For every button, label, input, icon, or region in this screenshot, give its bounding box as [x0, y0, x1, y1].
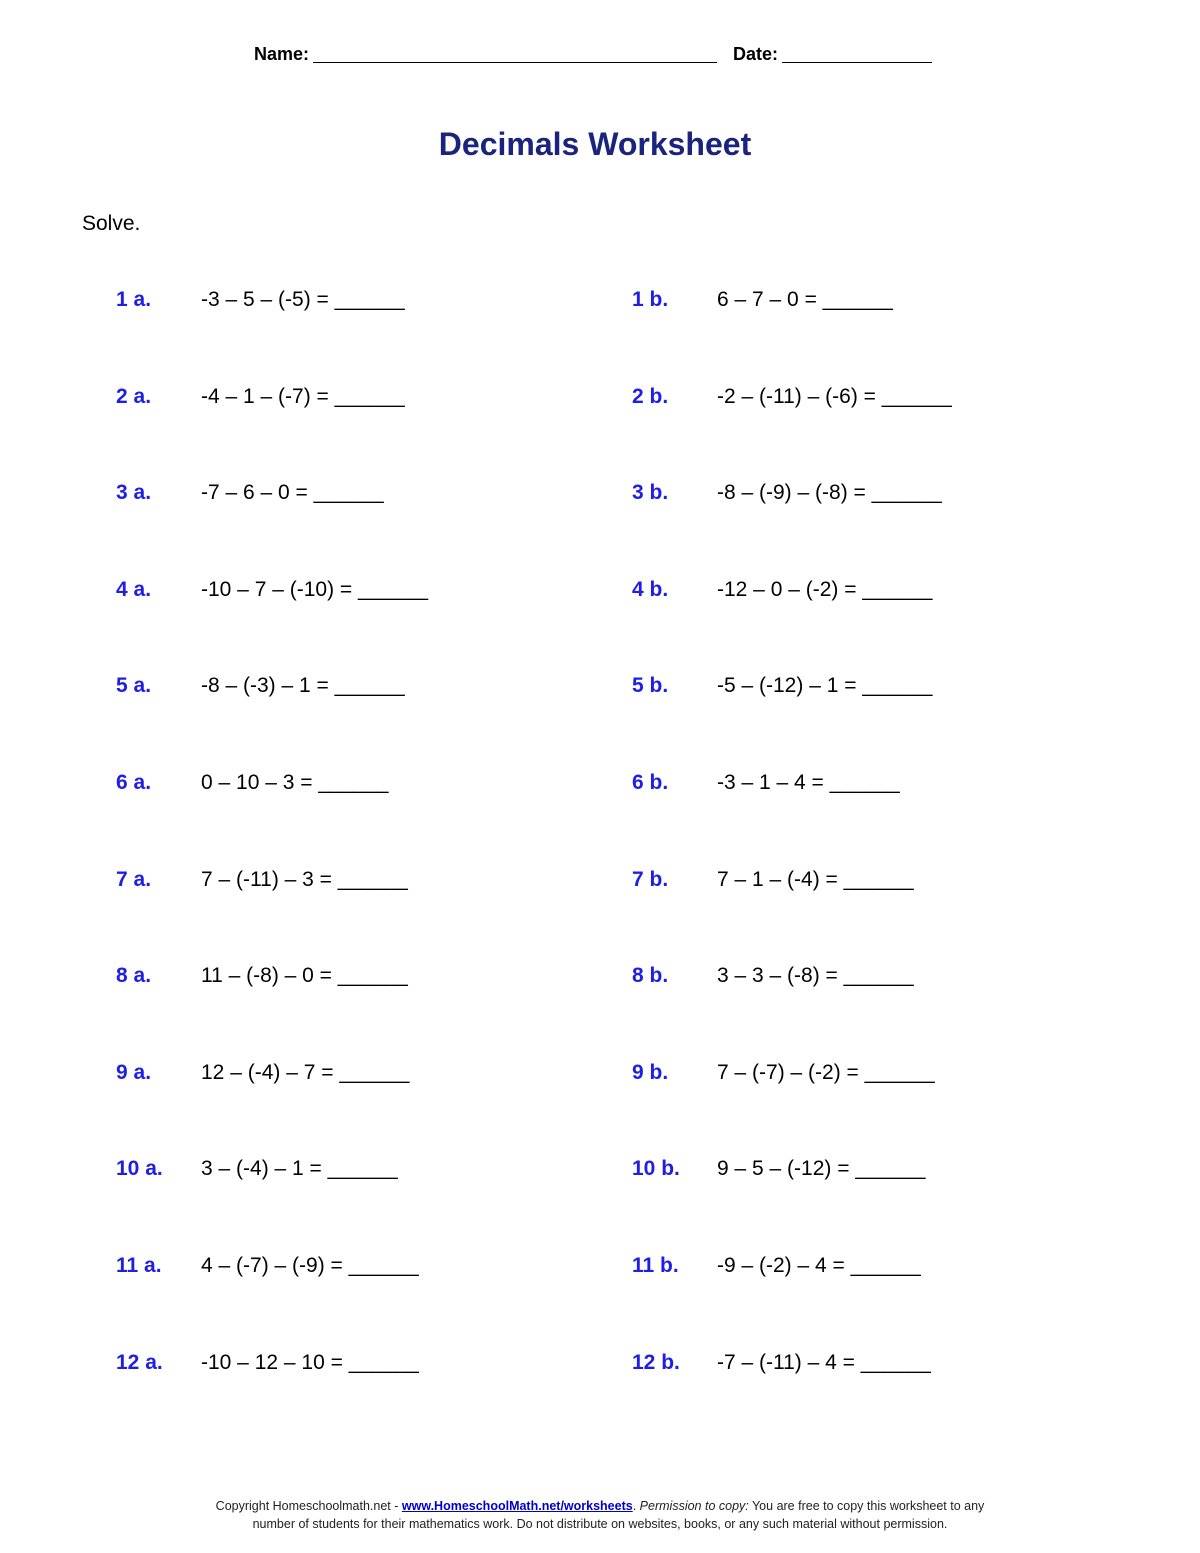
problem-label: 7 a.: [116, 868, 152, 891]
problem-label: 1 a.: [116, 288, 152, 311]
problem-label: 12 a.: [116, 1351, 163, 1374]
problem-expression: -8 – (-9) – (-8) = ______: [717, 481, 942, 504]
problem-expression: -3 – 1 – 4 = ______: [717, 771, 900, 794]
instruction-text: Solve.: [82, 212, 141, 235]
problem-expression: 7 – (-11) – 3 = ______: [201, 868, 408, 891]
problem-label: 12 b.: [632, 1351, 680, 1374]
problem-label: 5 a.: [116, 674, 152, 697]
problem-label: 11 a.: [116, 1254, 162, 1277]
problem-expression: 3 – 3 – (-8) = ______: [717, 964, 914, 987]
problem-label: 9 a.: [116, 1061, 152, 1084]
problem-expression: -8 – (-3) – 1 = ______: [201, 674, 405, 697]
problem-label: 6 a.: [116, 771, 152, 794]
problem-expression: -9 – (-2) – 4 = ______: [717, 1254, 921, 1277]
problem-label: 4 b.: [632, 578, 669, 601]
footer-line-2: number of students for their mathematics work. Do not distribute on websites, books, or any such material without permission.: [252, 1517, 948, 1531]
problem-label: 10 b.: [632, 1157, 680, 1180]
problem-label: 4 a.: [116, 578, 152, 601]
problem-label: 8 b.: [632, 964, 669, 987]
permission-text: You are free to copy this worksheet to any: [748, 1499, 985, 1513]
problem-expression: -10 – 12 – 10 = ______: [201, 1351, 419, 1374]
problem-label: 3 a.: [116, 481, 152, 504]
permission-label: Permission to copy:: [639, 1499, 749, 1513]
problem-label: 8 a.: [116, 964, 152, 987]
problem-expression: 11 – (-8) – 0 = ______: [201, 964, 408, 987]
problem-label: 6 b.: [632, 771, 669, 794]
worksheet-title: Decimals Worksheet: [438, 126, 752, 162]
problem-expression: 9 – 5 – (-12) = ______: [717, 1157, 926, 1180]
problem-label: 7 b.: [632, 868, 669, 891]
problem-label: 5 b.: [632, 674, 669, 697]
copyright-text: Copyright Homeschoolmath.net -: [215, 1499, 402, 1513]
problem-expression: -2 – (-11) – (-6) = ______: [717, 385, 952, 408]
problem-expression: -7 – 6 – 0 = ______: [201, 481, 384, 504]
footer-after-link: .: [632, 1499, 640, 1513]
problem-expression: -7 – (-11) – 4 = ______: [717, 1351, 931, 1374]
problem-label: 10 a.: [116, 1157, 163, 1180]
problem-expression: 12 – (-4) – 7 = ______: [201, 1061, 410, 1084]
worksheets-link[interactable]: www.HomeschoolMath.net/worksheets: [401, 1499, 633, 1513]
problem-label: 2 b.: [632, 385, 669, 408]
problem-label: 11 b.: [632, 1254, 679, 1277]
problem-expression: 7 – (-7) – (-2) = ______: [717, 1061, 935, 1084]
name-label: Name:: [254, 44, 310, 64]
problem-expression: 0 – 10 – 3 = ______: [201, 771, 389, 794]
problem-expression: -4 – 1 – (-7) = ______: [201, 385, 405, 408]
problem-expression: 4 – (-7) – (-9) = ______: [201, 1254, 419, 1277]
problem-expression: -5 – (-12) – 1 = ______: [717, 674, 933, 697]
problem-label: 2 a.: [116, 385, 152, 408]
problem-expression: 6 – 7 – 0 = ______: [717, 288, 893, 311]
problem-expression: 3 – (-4) – 1 = ______: [201, 1157, 398, 1180]
problem-expression: -3 – 5 – (-5) = ______: [201, 288, 405, 311]
problem-expression: 7 – 1 – (-4) = ______: [717, 868, 914, 891]
problem-label: 1 b.: [632, 288, 669, 311]
problem-expression: -12 – 0 – (-2) = ______: [717, 578, 933, 601]
footer: [0, 1497, 1200, 1533]
date-label: Date:: [733, 44, 779, 64]
problem-label: 3 b.: [632, 481, 669, 504]
problem-label: 9 b.: [632, 1061, 669, 1084]
problem-expression: -10 – 7 – (-10) = ______: [201, 578, 429, 601]
footer-line-1: [0, 1497, 1200, 1515]
